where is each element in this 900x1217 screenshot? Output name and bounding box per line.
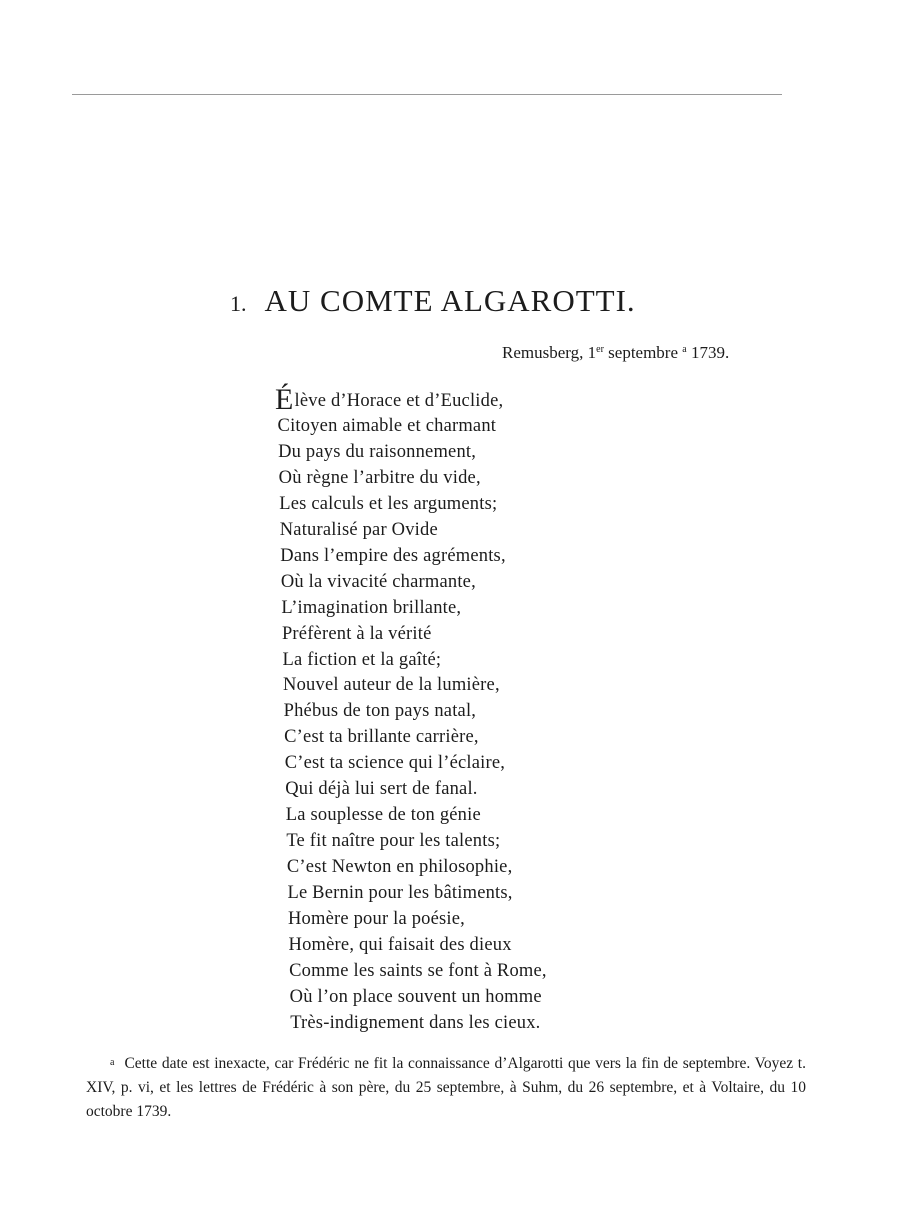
dateline-month: septembre <box>608 343 679 362</box>
poem-line <box>279 467 481 489</box>
poem-line <box>284 700 477 722</box>
poem-line-text: Où la vivacité charmante, <box>280 571 476 592</box>
poem-line-text: Homère pour la poésie, <box>288 909 466 929</box>
poem-line-text: Te fit naître pour les talents; <box>286 831 501 852</box>
poem-line <box>286 830 500 852</box>
footnote-reference-mark: a <box>682 344 687 355</box>
poem-line <box>279 493 497 515</box>
poem-line-text: L’imagination brillante, <box>281 597 462 618</box>
poem-initial: É <box>275 383 294 416</box>
dateline-day-suffix: er <box>596 344 604 355</box>
poem-line <box>289 960 547 982</box>
poem-line-text: Homère, qui faisait des dieux <box>288 934 512 955</box>
poem-line-text: Le Bernin pour les bâtiments, <box>287 883 513 904</box>
poem-line-text: Comme les saints se font à Rome, <box>289 960 547 981</box>
poem-line <box>287 882 512 904</box>
poem-line-text: Préfèrent à la vérité <box>281 623 432 644</box>
poem-line <box>285 778 477 800</box>
dateline-year: 1739. <box>690 343 730 362</box>
poem-line-text: La fiction et la gaîté; <box>282 649 442 670</box>
poem-line <box>282 623 432 645</box>
poem-line <box>289 934 512 956</box>
poem-line <box>284 726 479 748</box>
poem-line <box>285 752 505 774</box>
poem-line-text: Les calculs et les arguments; <box>279 493 498 514</box>
poem-line <box>278 441 476 463</box>
letter-number: 1. <box>230 291 247 316</box>
poem-line <box>288 908 465 930</box>
dateline <box>502 343 729 363</box>
poem-line-text: Très-indignement dans les cieux. <box>290 1012 541 1033</box>
poem-line <box>286 804 481 826</box>
poem-line-text: C’est ta brillante carrière, <box>284 727 479 748</box>
letter-title: AU COMTE ALGAROTTI. <box>264 283 636 318</box>
poem-line-text: Qui déjà lui sert de fanal. <box>285 779 478 800</box>
poem-line-text: Du pays du raisonnement, <box>278 441 477 462</box>
poem-line-text: Où l’on place souvent un homme <box>289 986 542 1007</box>
poem-line <box>281 571 476 593</box>
dateline-place: Remusberg, <box>502 343 584 362</box>
poem-line <box>280 519 438 541</box>
poem-line <box>287 856 513 878</box>
poem-line <box>283 674 500 696</box>
poem-line <box>290 986 542 1008</box>
poem-line-text: La souplesse de ton génie <box>285 805 481 826</box>
poem-line <box>275 383 504 416</box>
poem-line <box>280 545 505 567</box>
poem-line-text: C’est ta science qui l’éclaire, <box>284 753 506 774</box>
poem-line-text: Naturalisé par Ovide <box>279 519 438 540</box>
poem-line-text: Phébus de ton pays natal, <box>283 701 477 722</box>
poem-line <box>290 1012 540 1034</box>
poem-line-text: Nouvel auteur de la lumière, <box>283 675 500 696</box>
header-rule <box>72 94 782 95</box>
letter-heading <box>230 283 636 319</box>
poem-line-text: Citoyen aimable et charmant <box>277 415 497 436</box>
poem-line-text: Où règne l’arbitre du vide, <box>278 467 481 488</box>
poem-line-text: lève d’Horace et d’Euclide, <box>294 391 504 411</box>
dateline-day: 1 <box>587 343 597 362</box>
footnote-mark: a <box>110 1057 115 1068</box>
poem-line <box>283 649 442 671</box>
footnote <box>86 1051 806 1124</box>
poem-line <box>281 597 461 619</box>
footnote-text: Cette date est inexacte, car Frédéric ne fit la connaissance d’Algarotti que vers la fin de septembre. Voyez t. XIV, p. vi, et les lettres de Frédéric à son père, du 25 septembre, à Suhm, du 26 septembre, et à Voltaire, du 10 octobre 1739. <box>86 1055 806 1120</box>
poem-line <box>278 415 497 437</box>
poem-line-text: C’est Newton en philosophie, <box>286 857 513 878</box>
poem-line-text: Dans l’empire des agréments, <box>280 545 506 566</box>
